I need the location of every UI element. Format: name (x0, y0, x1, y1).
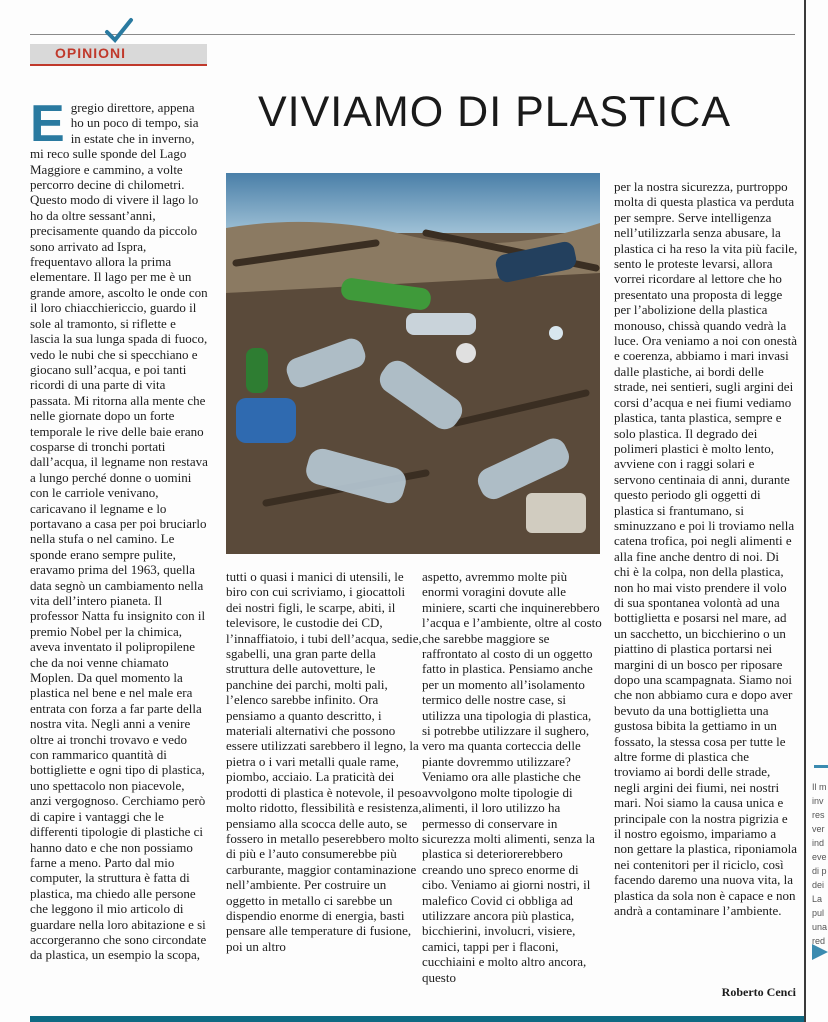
arrow-icon (812, 944, 828, 960)
author-byline: Roberto Cenci (721, 985, 796, 999)
article-column-1 (30, 95, 208, 963)
section-underline (30, 64, 207, 66)
bottom-bar (30, 1016, 804, 1022)
sidebar-line: una (812, 922, 828, 932)
sidebar-line: eve (812, 852, 827, 862)
section-label: OPINIONI (55, 45, 127, 61)
article-text-1: gregio direttore, appena ho un poco di tempo, sia in estate che in inverno, mi reco sulle sponde del Lago Maggiore e cammino, a volte percorro decine di chilometri. Questo modo di vivere il lago lo ho da oltre sessant’anni, precisamente quando da piccolo sono arrivato ad Ispra, frequentavo allora la prima elementare. Il lago per me è un grande amore, ascolto le onde con il loro chiacchiericcio, guardo il sole al tramonto, si riflette e lascia la sua lunga spada di fuoco, vedo le nubi che si specchiano e giocano sull’acqua, e poi tanti ricordi di una parte di vita passata. Mi ritorna alla mente che nelle giornate dopo un forte temporale le rive delle baie erano cosparse di tronchi portati dall’acqua, il legname non restava a lungo perché donne o uomini con le carriole venivano, caricavano il legname e lo portavano a casa per poi bruciarlo nella stufa o nel camino. Le sponde erano sempre pulite, eravamo prima del 1963, quella data segnò un cambiamento nella vita dell’intero pianeta. Il professor Natta fu insignito con il premio Nobel per la chimica, aveva inventato il polipropilene che da noi venne chiamato Moplen. Da quel momento la plastica nel bene e nel male era entrata con forza a far parte della nostra vita. Negli anni a venire oltre ai tronchi trovavo e vedo con rammarico quantità di bottigliette e ogni tipo di plastica, uno spettacolo non piacevole, anzi vergognoso. Cerchiamo però di capire i vantaggi che le differenti tipologie di plastiche ci hanno dato e che non possiamo farne a meno. Parto dal mio computer, la struttura è fatta di plastica, ma chiedo alle persone che leggono il mio articolo di guardare nella loro abitazione e si accorgeranno che sono circondate da plastica, un esempio la scopa, (30, 100, 208, 963)
checkmark-icon (104, 16, 134, 46)
sidebar-line: ind (812, 838, 825, 848)
plastic-waste-photo (226, 173, 600, 554)
sidebar-line: red (812, 936, 826, 946)
sidebar-line: di p (812, 866, 827, 876)
article-column-4: per la nostra sicurezza, purtroppo molta di questa plastica va perduta per sempre. Serve intelligenza nell’utilizzarla senza abusare, la plastica ci ha reso la vita più facile, sento le proteste levarsi, allora vorrei ricordare al lettore che ho presentato una proposta di legge per l’abolizione della plastica monouso, chissà quando vedrà la luce. Ora veniamo a noi con onestà e coerenza, abbiamo i mari invasi dalle plastiche, ai bordi delle strade, nei sentieri, sugli argini dei corsi d’acqua e nei fiumi vediamo plastica, tanta plastica, sempre e solo plastica. Il degrado dei polimeri plastici è molto lento, avviene con i raggi solari e servono centinaia di anni, durante questo periodo gli oggetti di plastica si frantumano, si sminuzzano e poi li troviamo nella catena trofica, poi negli alimenti e alla fine anche dentro di noi. Di chi è la colpa, non della plastica, non ho mai visto prendere il volo di sua spontanea volontà ad una bottiglietta e posarsi nel mare, ad un sacchetto, un bicchierino o un piattino di plastica portarsi nei margini di un bosco per riposare dopo una scampagnata. Siamo noi che non abbiamo cura e dopo aver bevuto da una bottiglietta una gustosa bibita la gettiamo in un fossato, la stessa cosa per tutte le altre forme di plastica che troviamo ai bordi delle strade, negli argini dei fiumi, nei nostri mari. Noi siamo la causa unica e principale con la nostra pigrizia e il nostro egoismo, impariamo a non gettare la plastica, riponiamola nei contenitori per il riciclo, così facendo daremo una nuova vita, la plastica da sola non è capace e non andrà a contaminare l’ambiente. (614, 179, 798, 919)
sidebar-line: res (812, 810, 825, 820)
sidebar-line: pul (812, 908, 825, 918)
article-column-2: tutti o quasi i manici di utensili, le biro con cui scriviamo, i giocattoli dei nostri figli, le scarpe, abiti, il televisore, le custodie dei CD, l’innaffiatoio, i tubi dell’acqua, sedie, sgabelli, una gran parte della struttura delle autovetture, le panchine dei parchi, molti pali, l’elenco sarebbe infinito. Ora pensiamo a quanto descritto, i materiali alternativi che possono essere utilizzati sarebbero il legno, la pietra o i vari metalli quale rame, piombo, acciaio. La praticità dei prodotti di plastica è notevole, il peso molto ridotto, flessibilità e resistenza, pensiamo alla scocca delle auto, se fossero in metallo peserebbero molto di più e l’auto consumerebbe più carburante, maggior contaminazione nell’ambiente. Per costruire un oggetto in metallo ci sarebbe un dispendio enorme di energia, basti pensare alle temperature di fusione, poi un altro (226, 569, 422, 954)
column-divider (804, 0, 806, 1022)
sidebar-fragment (812, 780, 828, 948)
drop-cap: E (30, 95, 65, 153)
sidebar-line: inv (812, 796, 824, 806)
sidebar-line: dei (812, 880, 825, 890)
article-column-3: aspetto, avremmo molte più enormi voragini dovute alle miniere, scarti che inquinerebbero l’acqua e l’ambiente, oltre al costo che sarebbe maggiore se raffrontato al costo di un oggetto fatto in plastica. Pensiamo anche per un momento all’isolamento termico delle nostre case, si utilizza una tipologia di plastica, si potrebbe utilizzare il sughero, vero ma quanta corteccia delle piante dovremmo utilizzare? Veniamo ora alle plastiche che avvolgono molte tipologie di alimenti, il loro utilizzo ha permesso di conservare in sicurezza molti alimenti, senza la plastica si deteriorerebbero creando uno spreco enorme di cibo. Veniamo ai giorni nostri, il malefico Covid ci obbliga ad utilizzare ancora più plastica, bicchierini, involucri, visiere, camici, tappi per i flaconi, cucchiaini e molto altro ancora, questo (422, 569, 602, 985)
sidebar-line: ver (812, 824, 825, 834)
headline: VIVIAMO DI PLASTICA (258, 88, 731, 136)
sidebar-line: Il m (812, 782, 827, 792)
sidebar-line: La (812, 894, 823, 904)
top-rule (30, 34, 795, 35)
sidebar-accent (814, 765, 828, 768)
